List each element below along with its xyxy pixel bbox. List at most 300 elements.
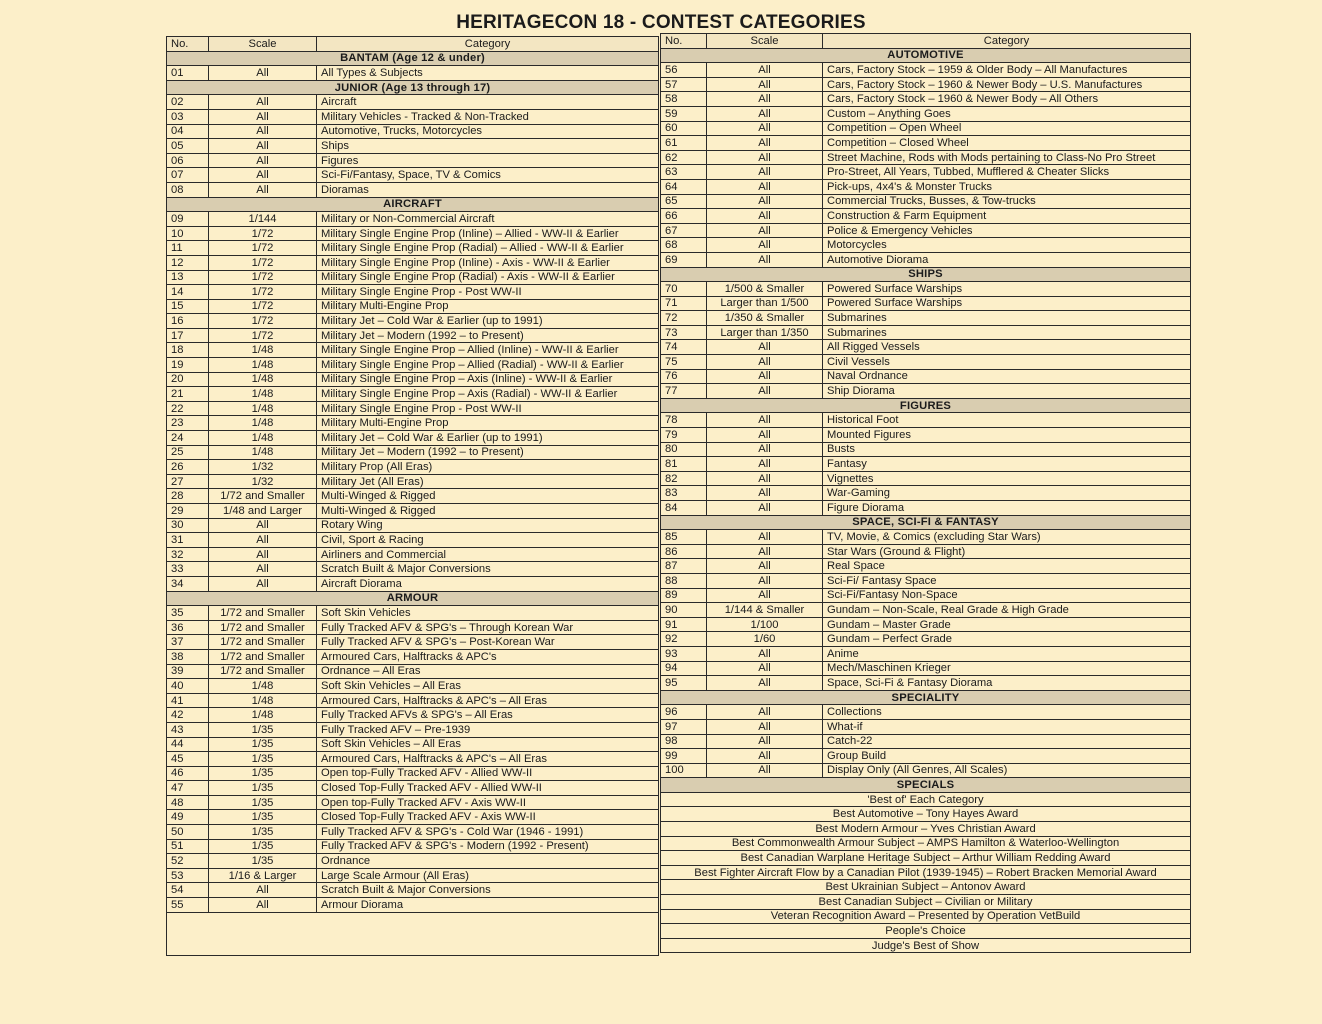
category-number: 76	[661, 369, 707, 384]
special-award-label: Best Automotive – Tony Hayes Award	[661, 807, 1191, 822]
table-row	[167, 445, 659, 460]
category-scale: 1/72	[209, 241, 317, 256]
category-number: 61	[661, 136, 707, 151]
category-scale: 1/72	[209, 285, 317, 300]
table-row	[167, 868, 659, 883]
category-number: 31	[167, 533, 209, 548]
category-name: Soft Skin Vehicles – All Eras	[317, 679, 659, 694]
category-name: Fully Tracked AFV & SPG's – Through Korean War	[317, 620, 659, 635]
category-number: 55	[167, 898, 209, 913]
category-scale: 1/72	[209, 328, 317, 343]
table-row	[167, 226, 659, 241]
table-row	[661, 136, 1191, 151]
table-row	[661, 705, 1191, 720]
category-scale: 1/35	[209, 737, 317, 752]
table-row	[661, 573, 1191, 588]
category-name: Mounted Figures	[823, 428, 1191, 443]
category-number: 15	[167, 299, 209, 314]
table-row	[167, 839, 659, 854]
header-no: No.	[661, 34, 707, 49]
category-number: 14	[167, 285, 209, 300]
category-name: Cars, Factory Stock – 1960 & Newer Body – All Others	[823, 92, 1191, 107]
category-scale: All	[707, 457, 823, 472]
special-award-label: Best Fighter Aircraft Flow by a Canadian Pilot (1939-1945) – Robert Bracken Memorial Award	[661, 865, 1191, 880]
category-number: 04	[167, 124, 209, 139]
table-row	[167, 722, 659, 737]
table-row	[661, 355, 1191, 370]
table-row	[167, 416, 659, 431]
category-scale: 1/32	[209, 460, 317, 475]
category-number: 47	[167, 781, 209, 796]
category-name: Military Vehicles - Tracked & Non-Tracked	[317, 109, 659, 124]
category-name: Military Multi-Engine Prop	[317, 416, 659, 431]
category-scale: All	[707, 252, 823, 267]
category-name: Submarines	[823, 311, 1191, 326]
category-name: Ships	[317, 139, 659, 154]
special-award-label: People's Choice	[661, 924, 1191, 939]
category-scale: 1/72 and Smaller	[209, 489, 317, 504]
category-number: 23	[167, 416, 209, 431]
category-scale: 1/35	[209, 825, 317, 840]
table-row	[167, 109, 659, 124]
category-name: Custom – Anything Goes	[823, 106, 1191, 121]
category-name: Airliners and Commercial	[317, 547, 659, 562]
category-name: All Types & Subjects	[317, 66, 659, 81]
category-scale: All	[209, 182, 317, 197]
category-scale: All	[707, 734, 823, 749]
section-header-row	[661, 398, 1191, 413]
left-table-body	[167, 51, 659, 955]
category-name: Star Wars (Ground & Flight)	[823, 544, 1191, 559]
category-number: 44	[167, 737, 209, 752]
special-award-label: Best Modern Armour – Yves Christian Award	[661, 822, 1191, 837]
category-scale: All	[209, 547, 317, 562]
table-row	[661, 282, 1191, 297]
table-row	[167, 182, 659, 197]
category-name: Open top-Fully Tracked AFV - Axis WW-II	[317, 795, 659, 810]
table-row	[661, 106, 1191, 121]
table-row	[167, 533, 659, 548]
category-number: 50	[167, 825, 209, 840]
category-scale: All	[209, 883, 317, 898]
category-name: Motorcycles	[823, 238, 1191, 253]
category-scale: 1/48	[209, 358, 317, 373]
category-scale: All	[707, 150, 823, 165]
category-scale: 1/48	[209, 372, 317, 387]
category-scale: All	[707, 92, 823, 107]
category-number: 19	[167, 358, 209, 373]
category-number: 85	[661, 530, 707, 545]
category-number: 26	[167, 460, 209, 475]
category-number: 01	[167, 66, 209, 81]
special-award-row	[661, 880, 1191, 895]
category-name: Street Machine, Rods with Mods pertaining to Class-No Pro Street	[823, 150, 1191, 165]
category-scale: All	[209, 139, 317, 154]
category-number: 89	[661, 588, 707, 603]
category-number: 18	[167, 343, 209, 358]
table-row	[167, 795, 659, 810]
category-name: Real Space	[823, 559, 1191, 574]
table-row	[167, 328, 659, 343]
special-award-row	[661, 822, 1191, 837]
category-scale: 1/48	[209, 343, 317, 358]
section-header-row	[167, 51, 659, 66]
category-name: Sci-Fi/Fantasy Non-Space	[823, 588, 1191, 603]
table-row	[661, 617, 1191, 632]
category-number: 74	[661, 340, 707, 355]
table-row	[661, 209, 1191, 224]
category-number: 71	[661, 296, 707, 311]
section-header-row	[167, 591, 659, 606]
category-number: 05	[167, 139, 209, 154]
category-number: 35	[167, 606, 209, 621]
category-number: 49	[167, 810, 209, 825]
category-number: 51	[167, 839, 209, 854]
category-scale: 1/48	[209, 679, 317, 694]
category-scale: All	[707, 209, 823, 224]
category-number: 59	[661, 106, 707, 121]
category-number: 08	[167, 182, 209, 197]
category-name: Civil Vessels	[823, 355, 1191, 370]
table-row	[167, 431, 659, 446]
category-scale: Larger than 1/350	[707, 325, 823, 340]
special-award-label: 'Best of' Each Category	[661, 792, 1191, 807]
category-name: Open top-Fully Tracked AFV - Allied WW-II	[317, 766, 659, 781]
category-name: Scratch Built & Major Conversions	[317, 562, 659, 577]
category-name: Competition – Closed Wheel	[823, 136, 1191, 151]
category-scale: All	[707, 559, 823, 574]
category-scale: 1/32	[209, 474, 317, 489]
category-number: 41	[167, 693, 209, 708]
section-title: JUNIOR (Age 13 through 17)	[167, 80, 659, 95]
section-header-row	[661, 690, 1191, 705]
category-scale: 1/72	[209, 314, 317, 329]
section-title: AIRCRAFT	[167, 197, 659, 212]
special-award-row	[661, 938, 1191, 953]
table-row	[167, 649, 659, 664]
category-scale: 1/144	[209, 212, 317, 227]
category-number: 70	[661, 282, 707, 297]
category-name: Aircraft Diorama	[317, 576, 659, 591]
category-number: 13	[167, 270, 209, 285]
table-row	[661, 63, 1191, 78]
category-name: Military or Non-Commercial Aircraft	[317, 212, 659, 227]
table-row	[167, 401, 659, 416]
category-scale: All	[209, 109, 317, 124]
category-scale: All	[209, 153, 317, 168]
category-scale: 1/35	[209, 781, 317, 796]
category-name: Group Build	[823, 749, 1191, 764]
category-number: 16	[167, 314, 209, 329]
category-name: Multi-Winged & Rigged	[317, 489, 659, 504]
category-number: 94	[661, 661, 707, 676]
category-scale: 1/35	[209, 766, 317, 781]
category-name: Soft Skin Vehicles	[317, 606, 659, 621]
category-name: Military Single Engine Prop – Allied (Radial) - WW-II & Earlier	[317, 358, 659, 373]
table-row	[167, 693, 659, 708]
category-name: Military Single Engine Prop (Inline) – Allied - WW-II & Earlier	[317, 226, 659, 241]
category-name: Military Single Engine Prop – Allied (Inline) - WW-II & Earlier	[317, 343, 659, 358]
category-name: Aircraft	[317, 95, 659, 110]
category-name: Anime	[823, 646, 1191, 661]
category-scale: 1/100	[707, 617, 823, 632]
category-name: TV, Movie, & Comics (excluding Star Wars)	[823, 530, 1191, 545]
table-row	[661, 311, 1191, 326]
category-number: 10	[167, 226, 209, 241]
category-number: 17	[167, 328, 209, 343]
category-number: 46	[167, 766, 209, 781]
category-scale: 1/72	[209, 270, 317, 285]
category-scale: 1/48	[209, 431, 317, 446]
table-row	[167, 285, 659, 300]
table-row	[661, 676, 1191, 691]
category-scale: All	[707, 223, 823, 238]
category-name: Military Single Engine Prop – Axis (Inline) - WW-II & Earlier	[317, 372, 659, 387]
table-row	[661, 559, 1191, 574]
table-row	[661, 763, 1191, 778]
category-name: Submarines	[823, 325, 1191, 340]
category-name: Military Single Engine Prop (Radial) – Allied - WW-II & Earlier	[317, 241, 659, 256]
special-award-row	[661, 924, 1191, 939]
category-name: Space, Sci-Fi & Fantasy Diorama	[823, 676, 1191, 691]
special-award-row	[661, 895, 1191, 910]
special-award-label: Veteran Recognition Award – Presented by Operation VetBuild	[661, 909, 1191, 924]
page-title: HERITAGECON 18 - CONTEST CATEGORIES	[456, 12, 866, 33]
table-row	[661, 530, 1191, 545]
category-number: 83	[661, 486, 707, 501]
category-number: 40	[167, 679, 209, 694]
category-number: 22	[167, 401, 209, 416]
category-number: 28	[167, 489, 209, 504]
category-scale: 1/72	[209, 255, 317, 270]
category-name: Military Jet – Modern (1992 – to Present)	[317, 445, 659, 460]
category-number: 12	[167, 255, 209, 270]
category-name: Vignettes	[823, 471, 1191, 486]
category-scale: All	[707, 544, 823, 559]
category-scale: All	[707, 471, 823, 486]
table-row	[661, 442, 1191, 457]
category-number: 64	[661, 179, 707, 194]
category-number: 06	[167, 153, 209, 168]
category-number: 34	[167, 576, 209, 591]
category-scale: All	[707, 428, 823, 443]
category-scale: 1/350 & Smaller	[707, 311, 823, 326]
table-row	[167, 752, 659, 767]
table-row	[661, 544, 1191, 559]
category-number: 93	[661, 646, 707, 661]
category-scale: 1/72 and Smaller	[209, 649, 317, 664]
special-award-row	[661, 865, 1191, 880]
table-row	[167, 241, 659, 256]
table-row	[661, 296, 1191, 311]
category-scale: 1/48	[209, 445, 317, 460]
category-number: 36	[167, 620, 209, 635]
table-row	[167, 679, 659, 694]
category-name: Busts	[823, 442, 1191, 457]
category-number: 39	[167, 664, 209, 679]
category-scale: All	[707, 749, 823, 764]
category-scale: All	[707, 486, 823, 501]
category-name: All Rigged Vessels	[823, 340, 1191, 355]
category-scale: 1/72 and Smaller	[209, 606, 317, 621]
category-name: Figures	[317, 153, 659, 168]
header-category: Category	[317, 37, 659, 52]
category-name: Scratch Built & Major Conversions	[317, 883, 659, 898]
category-number: 57	[661, 77, 707, 92]
table-row	[167, 358, 659, 373]
left-header-row	[167, 37, 659, 52]
table-row	[661, 238, 1191, 253]
table-row	[661, 719, 1191, 734]
category-name: Gundam – Non-Scale, Real Grade & High Grade	[823, 603, 1191, 618]
table-row	[167, 372, 659, 387]
category-name: Fully Tracked AFVs & SPG's – All Eras	[317, 708, 659, 723]
category-name: Figure Diorama	[823, 501, 1191, 516]
category-name: Closed Top-Fully Tracked AFV - Allied WW-II	[317, 781, 659, 796]
category-number: 92	[661, 632, 707, 647]
category-name: Military Single Engine Prop (Radial) - Axis - WW-II & Earlier	[317, 270, 659, 285]
special-award-label: Best Commonwealth Armour Subject – AMPS Hamilton & Waterloo-Wellington	[661, 836, 1191, 851]
table-row	[661, 194, 1191, 209]
table-row	[167, 766, 659, 781]
category-name: Military Jet – Modern (1992 – to Present)	[317, 328, 659, 343]
section-title: SPECIALITY	[661, 690, 1191, 705]
category-name: Armoured Cars, Halftracks & APC's	[317, 649, 659, 664]
category-name: Sci-Fi/Fantasy, Space, TV & Comics	[317, 168, 659, 183]
category-name: Naval Ordnance	[823, 369, 1191, 384]
category-number: 100	[661, 763, 707, 778]
category-number: 82	[661, 471, 707, 486]
section-header-row	[167, 197, 659, 212]
table-row	[167, 95, 659, 110]
category-name: Catch-22	[823, 734, 1191, 749]
category-scale: 1/72 and Smaller	[209, 664, 317, 679]
table-row	[167, 460, 659, 475]
category-name: Military Single Engine Prop - Post WW-II	[317, 401, 659, 416]
table-row	[167, 139, 659, 154]
category-scale: All	[707, 661, 823, 676]
category-number: 38	[167, 649, 209, 664]
category-name: Military Prop (All Eras)	[317, 460, 659, 475]
table-row	[661, 749, 1191, 764]
category-scale: 1/35	[209, 722, 317, 737]
category-name: Powered Surface Warships	[823, 282, 1191, 297]
category-number: 45	[167, 752, 209, 767]
category-number: 95	[661, 676, 707, 691]
category-number: 80	[661, 442, 707, 457]
table-row	[661, 325, 1191, 340]
category-name: Automotive, Trucks, Motorcycles	[317, 124, 659, 139]
category-number: 53	[167, 868, 209, 883]
category-number: 98	[661, 734, 707, 749]
category-number: 66	[661, 209, 707, 224]
category-name: Collections	[823, 705, 1191, 720]
special-award-label: Best Canadian Subject – Civilian or Military	[661, 895, 1191, 910]
right-table-body	[661, 48, 1191, 953]
category-number: 79	[661, 428, 707, 443]
category-name: Military Single Engine Prop - Post WW-II	[317, 285, 659, 300]
category-name: Dioramas	[317, 182, 659, 197]
section-title: SPECIALS	[661, 778, 1191, 793]
category-scale: All	[707, 340, 823, 355]
table-row	[661, 413, 1191, 428]
category-number: 52	[167, 854, 209, 869]
special-award-row	[661, 836, 1191, 851]
header-scale: Scale	[707, 34, 823, 49]
category-name: Military Jet – Cold War & Earlier (up to 1991)	[317, 431, 659, 446]
section-title: SHIPS	[661, 267, 1191, 282]
special-award-row	[661, 807, 1191, 822]
section-title: ARMOUR	[167, 591, 659, 606]
category-name: War-Gaming	[823, 486, 1191, 501]
table-row	[661, 471, 1191, 486]
table-row	[167, 635, 659, 650]
category-scale: All	[209, 533, 317, 548]
section-title: AUTOMOTIVE	[661, 48, 1191, 63]
category-scale: 1/500 & Smaller	[707, 282, 823, 297]
table-row	[661, 501, 1191, 516]
category-scale: All	[707, 63, 823, 78]
category-name: Powered Surface Warships	[823, 296, 1191, 311]
category-number: 72	[661, 311, 707, 326]
table-row	[661, 428, 1191, 443]
table-row	[167, 518, 659, 533]
table-row	[661, 384, 1191, 399]
table-row	[167, 620, 659, 635]
section-header-row	[167, 80, 659, 95]
category-scale: All	[707, 442, 823, 457]
category-name: Military Multi-Engine Prop	[317, 299, 659, 314]
category-number: 27	[167, 474, 209, 489]
category-scale: 1/60	[707, 632, 823, 647]
table-row	[167, 255, 659, 270]
category-scale: 1/72	[209, 299, 317, 314]
table-row	[167, 562, 659, 577]
section-header-row	[661, 778, 1191, 793]
category-number: 32	[167, 547, 209, 562]
category-name: Rotary Wing	[317, 518, 659, 533]
category-number: 88	[661, 573, 707, 588]
category-scale: 1/48	[209, 693, 317, 708]
category-scale: All	[209, 518, 317, 533]
category-name: Gundam – Master Grade	[823, 617, 1191, 632]
category-scale: All	[707, 676, 823, 691]
category-number: 60	[661, 121, 707, 136]
category-name: Ordnance – All Eras	[317, 664, 659, 679]
table-row	[661, 588, 1191, 603]
category-scale: All	[707, 588, 823, 603]
category-name: Multi-Winged & Rigged	[317, 504, 659, 519]
category-name: Display Only (All Genres, All Scales)	[823, 763, 1191, 778]
table-row	[661, 77, 1191, 92]
category-number: 96	[661, 705, 707, 720]
category-name: Cars, Factory Stock – 1959 & Older Body – All Manufactures	[823, 63, 1191, 78]
category-scale: All	[707, 238, 823, 253]
category-number: 30	[167, 518, 209, 533]
special-award-row	[661, 909, 1191, 924]
category-number: 37	[167, 635, 209, 650]
category-scale: All	[707, 646, 823, 661]
category-number: 91	[661, 617, 707, 632]
category-number: 25	[167, 445, 209, 460]
section-header-row	[661, 267, 1191, 282]
category-scale: All	[707, 194, 823, 209]
category-scale: 1/35	[209, 810, 317, 825]
category-scale: 1/48	[209, 416, 317, 431]
category-scale: 1/48	[209, 708, 317, 723]
table-row	[167, 576, 659, 591]
left-category-table	[166, 36, 659, 956]
